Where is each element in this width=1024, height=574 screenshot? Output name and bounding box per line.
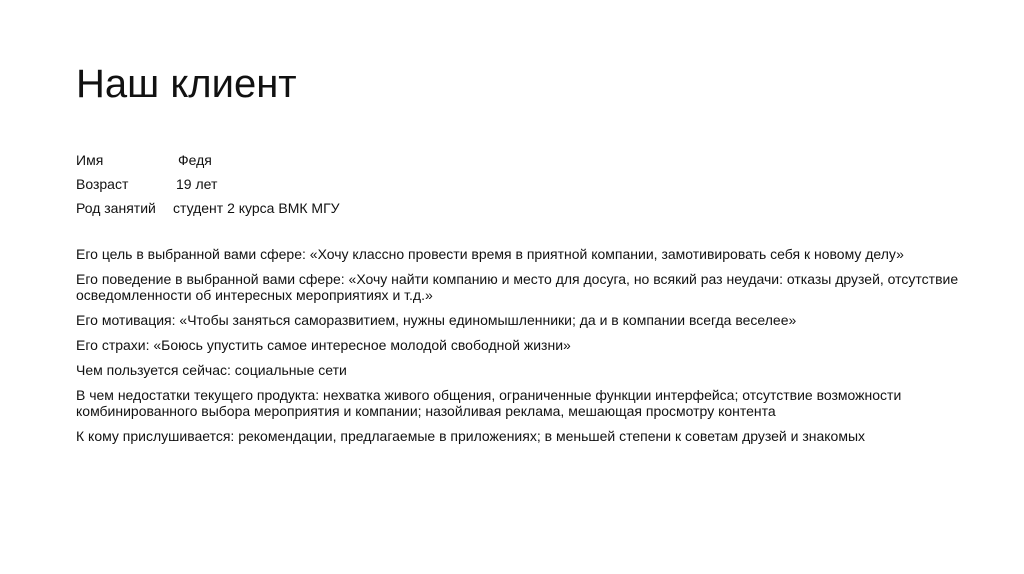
occupation-value: студент 2 курса ВМК МГУ bbox=[173, 200, 340, 216]
detail-goal: Его цель в выбранной вами сфере: «Хочу классно провести время в приятной компании, замотивировать себя к новому делу» bbox=[76, 246, 904, 262]
occupation-label: Род занятий bbox=[76, 200, 156, 216]
detail-influencers: К кому прислушивается: рекомендации, предлагаемые в приложениях; в меньшей степени к советам друзей и знакомых bbox=[76, 428, 866, 444]
slide-title: Наш клиент bbox=[76, 62, 297, 106]
detail-product-drawbacks: В чем недостатки текущего продукта: нехватка живого общения, ограниченные функции интерфейса; отсутствие возможности комбинированного выбора мероприятия и компании; назойливая реклама, мешающая просмотру контента bbox=[76, 387, 902, 419]
name-value: Федя bbox=[178, 152, 212, 168]
client-details bbox=[76, 246, 976, 453]
detail-motivation: Его мотивация: «Чтобы заняться саморазвитием, нужны единомышленники; да и в компании всегда веселее» bbox=[76, 312, 797, 328]
detail-current-tools: Чем пользуется сейчас: социальные сети bbox=[76, 362, 347, 378]
detail-fears: Его страхи: «Боюсь упустить самое интересное молодой свободной жизни» bbox=[76, 337, 571, 353]
age-value: 19 лет bbox=[176, 176, 218, 192]
age-label: Возраст bbox=[76, 176, 129, 192]
name-label: Имя bbox=[76, 152, 104, 168]
detail-behavior: Его поведение в выбранной вами сфере: «Хочу найти компанию и место для досуга, но всякий раз неудачи: отказы друзей, отсутствие осведомленности об интересных мероприятиях и т.д.» bbox=[76, 271, 959, 303]
